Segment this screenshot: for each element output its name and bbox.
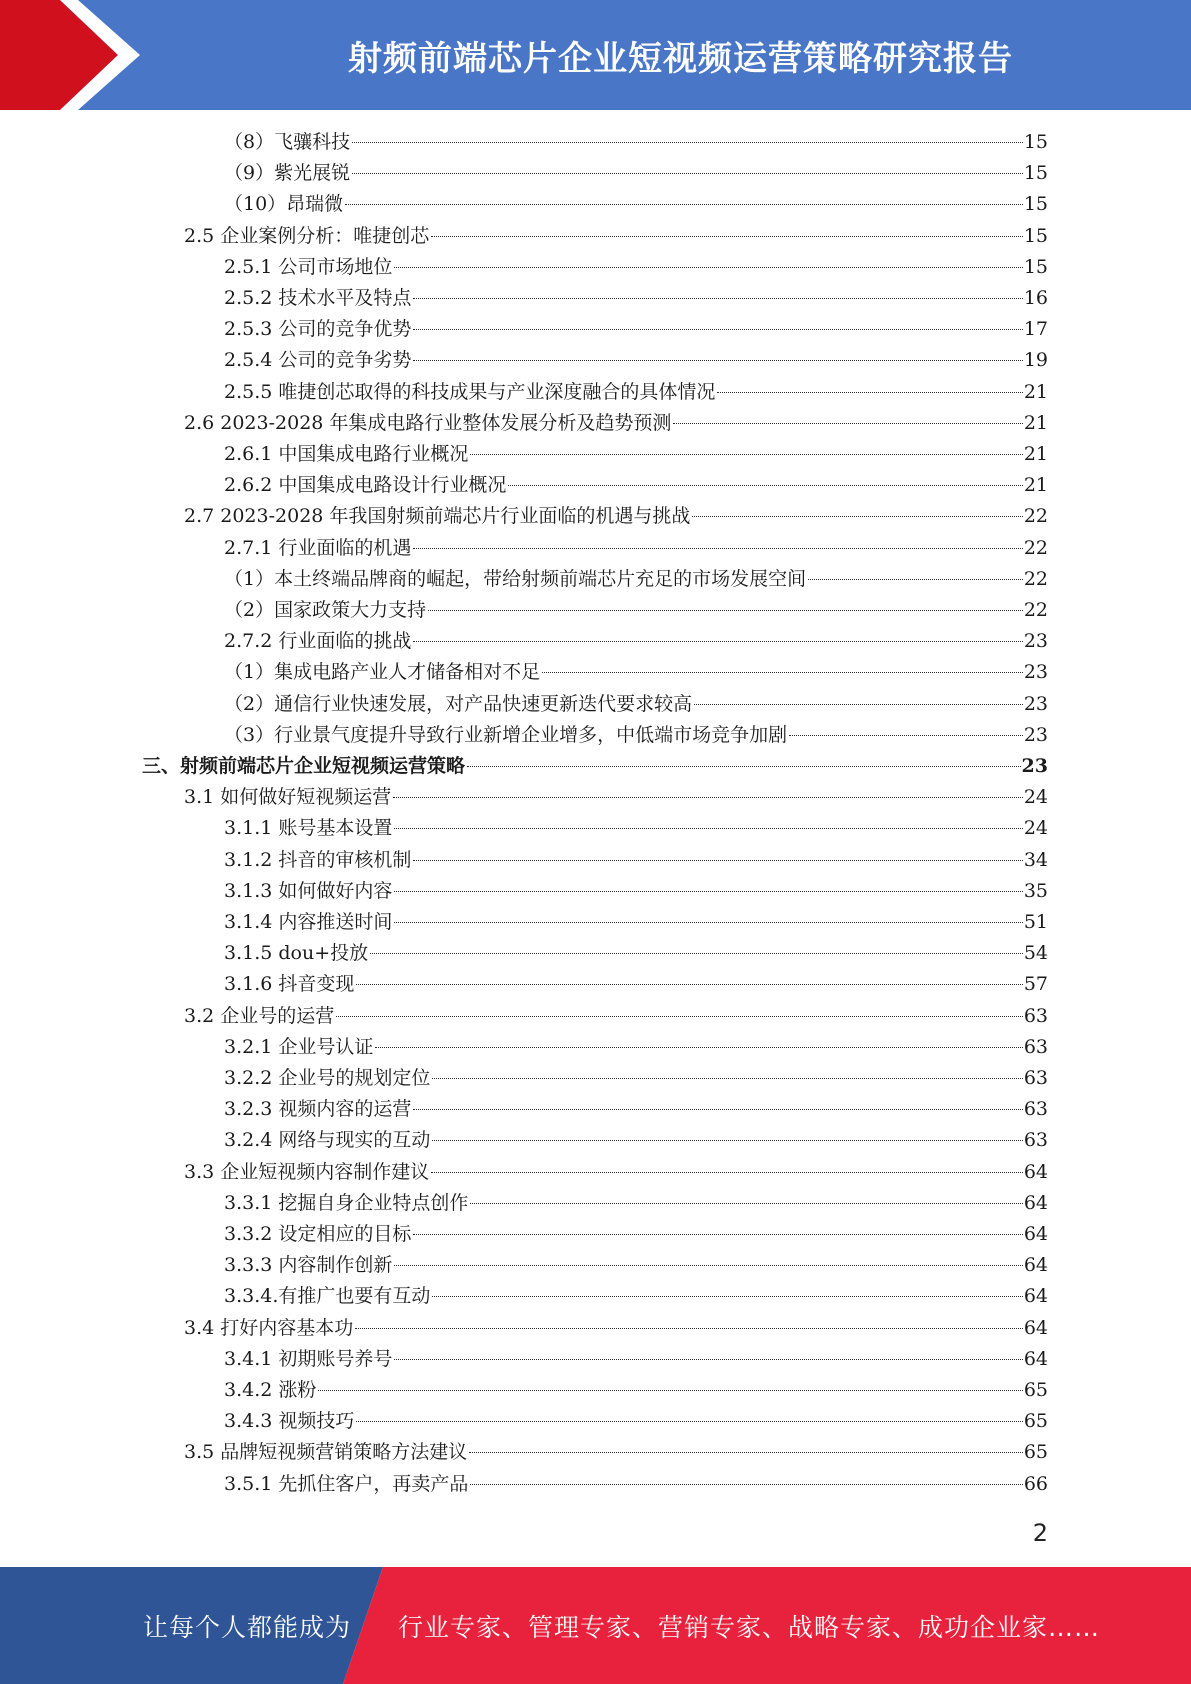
dot-leader: [432, 1078, 1022, 1079]
toc-entry-title: 2.6.2 中国集成电路设计行业概况: [224, 474, 507, 497]
toc-entry-page: 65: [1023, 1379, 1048, 1401]
toc-entry-title: 3.2.3 视频内容的运营: [224, 1098, 412, 1121]
toc-entry[interactable]: [224, 1250, 1048, 1281]
toc-entry-page: 15: [1023, 255, 1048, 278]
page-number: 2: [1032, 1519, 1048, 1547]
dot-leader: [394, 891, 1022, 892]
report-title: 射频前端芯片企业短视频运营策略研究报告: [348, 38, 1013, 79]
dot-leader: [432, 1140, 1022, 1141]
toc-entry[interactable]: [224, 689, 1048, 720]
toc-entry[interactable]: [224, 283, 1048, 314]
dot-leader: [413, 860, 1022, 861]
toc-entry-title: 3.5 品牌短视频营销策略方法建议: [184, 1441, 468, 1464]
toc-entry[interactable]: [224, 470, 1048, 501]
toc-entry-title: 3.4.3 视频技巧: [224, 1410, 355, 1433]
dot-leader: [431, 236, 1023, 237]
dot-leader: [467, 766, 1021, 767]
toc-entry-page: 21: [1023, 474, 1048, 497]
dot-leader: [413, 1109, 1022, 1110]
toc-entry-title: 3.1.4 内容推送时间: [224, 911, 393, 933]
toc-entry-title: 3.3.1 挖掘自身企业特点创作: [224, 1191, 469, 1214]
toc-entry-title: 3.1.5 dou+投放: [224, 942, 369, 965]
toc-entry-title: 3.4.2 涨粉: [224, 1379, 317, 1401]
toc-entry-page: 15: [1023, 193, 1048, 216]
toc-entry-page: 51: [1023, 911, 1048, 933]
toc-entry-page: 34: [1023, 848, 1048, 871]
toc-entry[interactable]: [224, 1406, 1048, 1437]
toc-entry-page: 22: [1023, 599, 1048, 621]
toc-entry-title: 2.6.1 中国集成电路行业概况: [224, 443, 469, 465]
toc-entry-page: 23: [1023, 723, 1048, 746]
dot-leader: [370, 953, 1023, 954]
toc-entry-page: 57: [1023, 973, 1048, 996]
toc-entry[interactable]: [142, 751, 1048, 782]
toc-entry-page: 65: [1023, 1410, 1048, 1433]
dot-leader: [336, 1016, 1023, 1017]
toc-entry-title: 3.1.3 如何做好内容: [224, 879, 393, 902]
toc-entry[interactable]: [184, 501, 1048, 532]
toc-entry[interactable]: [184, 1001, 1048, 1032]
dot-leader: [413, 298, 1022, 299]
dot-leader: [356, 1421, 1022, 1422]
dot-leader: [394, 828, 1022, 829]
toc-entry[interactable]: [224, 1375, 1048, 1406]
dot-leader: [413, 548, 1022, 549]
toc-entry[interactable]: [184, 221, 1048, 252]
toc-entry-page: 21: [1023, 380, 1048, 403]
toc-entry-page: 64: [1023, 1347, 1048, 1370]
dot-leader: [470, 1484, 1022, 1485]
toc-entry-title: 2.5.1 公司市场地位: [224, 255, 393, 278]
toc-entry[interactable]: [184, 782, 1048, 813]
toc-entry[interactable]: [224, 1219, 1048, 1250]
dot-leader: [345, 204, 1023, 205]
toc-entry-page: 66: [1023, 1472, 1048, 1495]
toc-entry-page: 24: [1023, 817, 1048, 840]
toc-entry-page: 64: [1023, 1285, 1048, 1308]
toc-entry-title: 3.2.4 网络与现实的互动: [224, 1129, 431, 1152]
dot-leader: [318, 1390, 1022, 1391]
toc-entry-page: 22: [1023, 536, 1048, 559]
toc-entry[interactable]: [224, 1125, 1048, 1156]
toc-entry-page: 23: [1023, 661, 1048, 684]
toc-entry-page: 22: [1023, 505, 1048, 528]
toc-entry-title: 三、射频前端芯片企业短视频运营策略: [142, 755, 466, 777]
toc-entry-title: 2.5.3 公司的竞争优势: [224, 318, 412, 341]
dot-leader: [808, 579, 1023, 580]
toc-entry[interactable]: [224, 252, 1048, 283]
toc-entry[interactable]: [224, 969, 1048, 1000]
dot-leader: [394, 1359, 1022, 1360]
toc-entry-page: 63: [1023, 1098, 1048, 1121]
toc-entry-title: （10）昂瑞微: [224, 193, 344, 216]
toc-entry-title: （2）通信行业快速发展，对产品快速更新迭代要求较高: [224, 692, 693, 715]
dot-leader: [469, 1452, 1023, 1453]
dot-leader: [673, 423, 1022, 424]
toc-entry[interactable]: [224, 1344, 1048, 1375]
toc-entry-title: 3.3.4.有推广也要有互动: [224, 1285, 431, 1308]
toc-entry-page: 15: [1023, 224, 1048, 247]
toc-entry-title: 3.3.2 设定相应的目标: [224, 1223, 412, 1245]
dot-leader: [413, 641, 1022, 642]
toc-entry-page: 16: [1023, 287, 1048, 309]
footer-banner: [0, 1567, 1191, 1684]
dot-leader: [470, 1203, 1022, 1204]
footer-slogan-right: 行业专家、管理专家、营销专家、战略专家、成功企业家……: [398, 1612, 1101, 1642]
toc-entry-title: 3.4 打好内容基本功: [184, 1316, 354, 1339]
toc-entry-title: 3.5.1 先抓住客户，再卖产品: [224, 1472, 469, 1495]
toc-entry-title: 3.1.1 账号基本设置: [224, 817, 393, 840]
toc-entry-page: 23: [1023, 692, 1048, 715]
dot-leader: [393, 797, 1023, 798]
toc-entry-page: 15: [1023, 131, 1048, 153]
toc-entry[interactable]: [224, 1188, 1048, 1219]
toc-entry-page: 17: [1023, 318, 1048, 341]
toc-entry-page: 64: [1023, 1160, 1048, 1183]
footer-slogan-left: 让每个人都能成为: [143, 1612, 352, 1642]
toc-entry[interactable]: [224, 907, 1048, 938]
toc-entry-title: （3）行业景气度提升导致行业新增企业增多，中低端市场竞争加剧: [224, 723, 788, 746]
toc-entry-page: 35: [1023, 879, 1048, 902]
toc-entry-page: 64: [1023, 1223, 1048, 1245]
dot-leader: [717, 392, 1022, 393]
toc-entry[interactable]: [224, 1281, 1048, 1312]
dot-leader: [352, 173, 1023, 174]
toc-entry-page: 15: [1023, 162, 1048, 185]
toc-entry-title: 2.7.1 行业面临的机遇: [224, 536, 412, 559]
toc-entry[interactable]: [224, 1063, 1048, 1094]
toc-entry[interactable]: [224, 595, 1048, 626]
dot-leader: [692, 516, 1022, 517]
toc-entry-page: 65: [1023, 1441, 1048, 1464]
toc-entry-title: 2.5.2 技术水平及特点: [224, 287, 412, 309]
toc-entry-title: 3.2.2 企业号的规划定位: [224, 1067, 431, 1089]
toc-entry-title: 2.6 2023-2028 年集成电路行业整体发展分析及趋势预测: [184, 411, 672, 434]
toc-entry-title: 3.2.1 企业号认证: [224, 1035, 374, 1058]
toc-entry-page: 64: [1023, 1191, 1048, 1214]
toc-entry[interactable]: [224, 1469, 1048, 1500]
toc-entry-title: 2.7.2 行业面临的挑战: [224, 630, 412, 653]
toc-entry-page: 23: [1021, 755, 1048, 777]
toc-entry[interactable]: [224, 657, 1048, 688]
toc-entry-title: （1）集成电路产业人才储备相对不足: [224, 661, 541, 684]
toc-entry-title: 3.1.2 抖音的审核机制: [224, 848, 412, 871]
toc-entry-page: 23: [1023, 630, 1048, 653]
dot-leader: [394, 922, 1022, 923]
toc-entry-title: 2.5 企业案例分析：唯捷创芯: [184, 224, 430, 247]
dot-leader: [356, 984, 1022, 985]
toc-entry[interactable]: [224, 127, 1048, 158]
toc-entry-title: 2.5.4 公司的竞争劣势: [224, 349, 412, 372]
toc-entry-title: 3.1 如何做好短视频运营: [184, 786, 392, 809]
dot-leader: [352, 142, 1023, 143]
toc-entry[interactable]: [224, 720, 1048, 751]
toc-entry[interactable]: [224, 845, 1048, 876]
toc-entry-page: 63: [1023, 1035, 1048, 1058]
dot-leader: [694, 704, 1023, 705]
toc-entry[interactable]: [224, 876, 1048, 907]
toc-entry-title: （8）飞骧科技: [224, 131, 351, 153]
dot-leader: [542, 672, 1023, 673]
toc-entry-page: 63: [1023, 1129, 1048, 1152]
toc-entry-title: 3.4.1 初期账号养号: [224, 1347, 393, 1370]
toc-entry-page: 21: [1023, 411, 1048, 434]
toc-entry-page: 24: [1023, 786, 1048, 809]
toc-entry-title: 3.1.6 抖音变现: [224, 973, 355, 996]
toc-entry[interactable]: [224, 439, 1048, 470]
red-chevron-icon: [0, 0, 160, 110]
dot-leader: [413, 1234, 1022, 1235]
dot-leader: [432, 1296, 1022, 1297]
dot-leader: [355, 1328, 1023, 1329]
toc-entry-page: 63: [1023, 1067, 1048, 1089]
toc-entry[interactable]: [224, 564, 1048, 595]
toc-entry-title: 3.3 企业短视频内容制作建议: [184, 1160, 430, 1183]
toc-entry[interactable]: [224, 626, 1048, 657]
dot-leader: [394, 267, 1022, 268]
toc-entry[interactable]: [224, 345, 1048, 376]
toc-entry[interactable]: [224, 158, 1048, 189]
toc-entry-title: （9）紫光展锐: [224, 162, 351, 185]
toc-entry-title: （2）国家政策大力支持: [224, 599, 427, 621]
toc-entry[interactable]: [184, 1437, 1048, 1468]
toc-entry[interactable]: [224, 1094, 1048, 1125]
toc-entry-page: 19: [1023, 349, 1048, 372]
toc-entry-title: 3.3.3 内容制作创新: [224, 1254, 393, 1277]
toc-entry[interactable]: [224, 813, 1048, 844]
toc-entry[interactable]: [224, 1032, 1048, 1063]
toc-entry-page: 22: [1023, 567, 1048, 590]
toc-entry-page: 21: [1023, 443, 1048, 465]
dot-leader: [428, 610, 1023, 611]
dot-leader: [431, 1172, 1023, 1173]
toc-entry[interactable]: [224, 533, 1048, 564]
dot-leader: [789, 735, 1023, 736]
toc-entry[interactable]: [224, 377, 1048, 408]
toc-entry-title: 3.2 企业号的运营: [184, 1004, 335, 1027]
toc-entry-page: 64: [1023, 1254, 1048, 1277]
toc-entry[interactable]: [224, 314, 1048, 345]
toc-entry[interactable]: [224, 938, 1048, 969]
toc-entry-title: 2.5.5 唯捷创芯取得的科技成果与产业深度融合的具体情况: [224, 380, 716, 403]
dot-leader: [413, 329, 1022, 330]
dot-leader: [470, 454, 1022, 455]
dot-leader: [508, 485, 1022, 486]
toc-entry-title: 2.7 2023-2028 年我国射频前端芯片行业面临的机遇与挑战: [184, 505, 691, 528]
toc-entry[interactable]: [184, 408, 1048, 439]
toc-entry-page: 63: [1023, 1004, 1048, 1027]
toc-entry[interactable]: [184, 1313, 1048, 1344]
header-banner: [0, 0, 1191, 110]
toc-entry-page: 54: [1023, 942, 1048, 965]
dot-leader: [375, 1047, 1022, 1048]
toc-entry-title: （1）本土终端品牌商的崛起，带给射频前端芯片充足的市场发展空间: [224, 567, 807, 590]
dot-leader: [413, 360, 1022, 361]
toc-entry-page: 64: [1023, 1316, 1048, 1339]
toc-entry[interactable]: [224, 189, 1048, 220]
toc-entry[interactable]: [184, 1157, 1048, 1188]
dot-leader: [394, 1265, 1022, 1266]
